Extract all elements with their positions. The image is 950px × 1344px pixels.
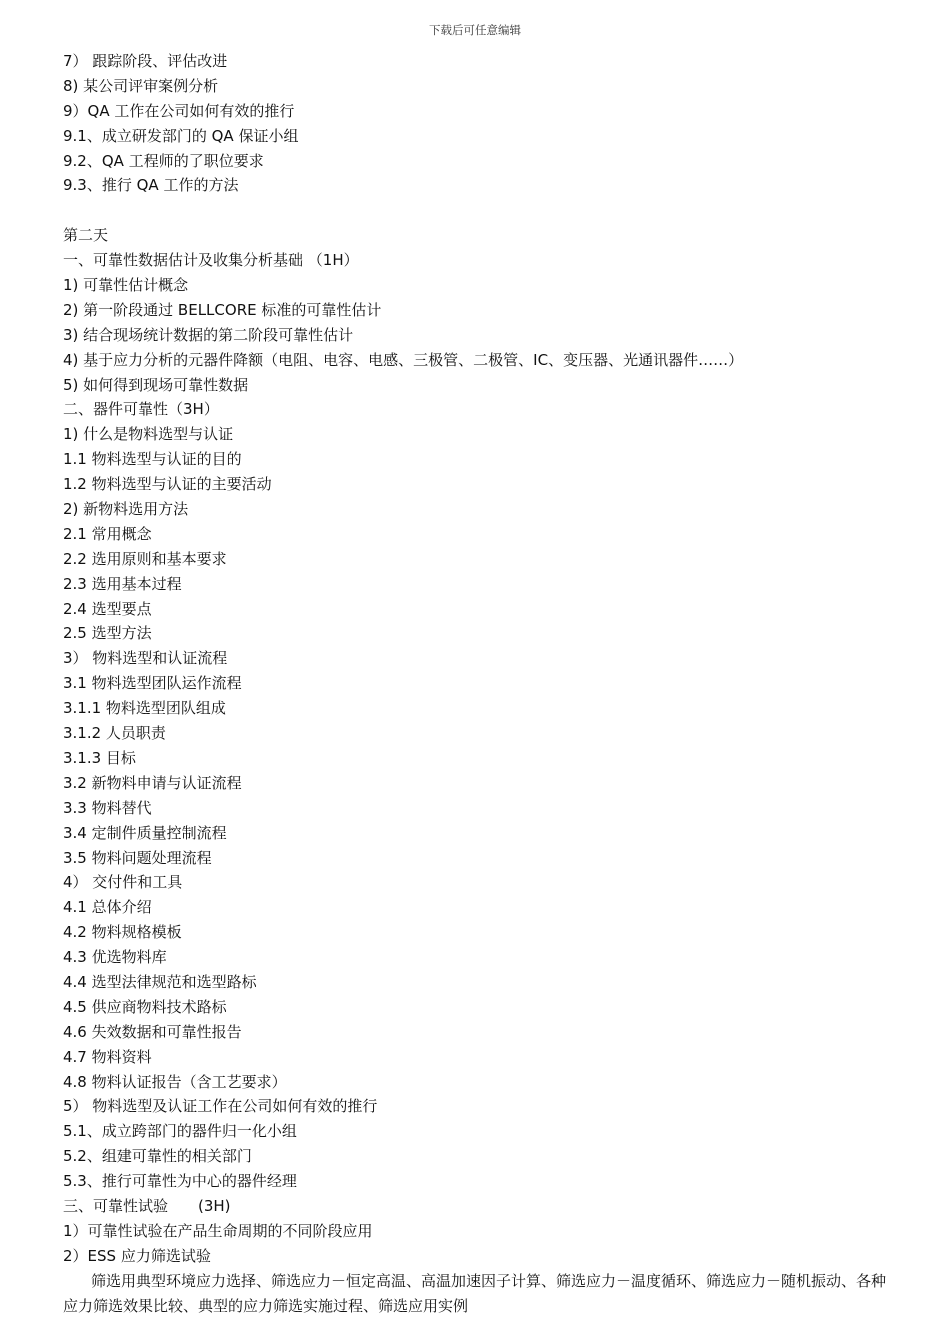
text-line: 1.2 物料选型与认证的主要活动 (63, 475, 272, 494)
text-line: 4.7 物料资料 (63, 1047, 152, 1066)
text-line: 3.1.1 物料选型团队组成 (63, 699, 226, 718)
text-line: 4.1 总体介绍 (63, 898, 152, 917)
text-line: 一、可靠性数据估计及收集分析基础 （1H） (63, 251, 359, 270)
text-line: 1.1 物料选型与认证的目的 (63, 450, 242, 469)
text-line: 1) 什么是物料选型与认证 (63, 425, 234, 444)
text-line: 9）QA 工作在公司如何有效的推行 (63, 101, 295, 120)
text-line: 二、器件可靠性（3H） (63, 400, 219, 419)
document-body (63, 49, 888, 1318)
text-line: 5.2、组建可靠性的相关部门 (63, 1147, 252, 1166)
text-line: 2) 新物料选用方法 (63, 500, 189, 519)
text-line: 3) 结合现场统计数据的第二阶段可靠性估计 (63, 325, 354, 344)
text-line: 4.4 选型法律规范和选型路标 (63, 972, 257, 991)
text-line: 2.2 选用原则和基本要求 (63, 549, 227, 568)
text-line: 9.3、推行 QA 工作的方法 (63, 176, 239, 195)
text-line: 4.3 优选物料库 (63, 948, 167, 967)
text-line: 4.8 物料认证报告（含工艺要求） (63, 1072, 287, 1091)
body-paragraph: 筛选用典型环境应力选择、筛选应力－恒定高温、高温加速因子计算、筛选应力－温度循环、筛选应力－随机振动、各种应力筛选效果比较、典型的应力筛选实施过程、筛选应用实例 (63, 1271, 887, 1315)
text-line: 8) 某公司评审案例分析 (63, 76, 219, 95)
text-line: 2）ESS 应力筛选试验 (63, 1246, 211, 1265)
text-line: 3.3 物料替代 (63, 798, 152, 817)
section-main-lines (63, 223, 888, 1268)
text-line: 3） 物料选型和认证流程 (63, 649, 228, 668)
text-line: 5.1、成立跨部门的器件归一化小组 (63, 1122, 297, 1141)
text-line: 4） 交付件和工具 (63, 873, 183, 892)
text-line: 9.1、成立研发部门的 QA 保证小组 (63, 126, 299, 145)
text-line: 9.2、QA 工程师的了职位要求 (63, 151, 264, 170)
text-line: 2.1 常用概念 (63, 524, 152, 543)
text-line: 2.5 选型方法 (63, 624, 152, 643)
text-line: 5） 物料选型及认证工作在公司如何有效的推行 (63, 1097, 378, 1116)
text-line: 4.6 失效数据和可靠性报告 (63, 1022, 242, 1041)
text-line: 1）可靠性试验在产品生命周期的不同阶段应用 (63, 1221, 373, 1240)
text-line: 3.2 新物料申请与认证流程 (63, 773, 242, 792)
text-line: 7） 跟踪阶段、评估改进 (63, 52, 228, 70)
text-line: 3.1.2 人员职责 (63, 724, 166, 743)
text-line: 第二天 (63, 226, 109, 245)
text-line: 4.2 物料规格模板 (63, 923, 182, 942)
section-top-lines (63, 49, 888, 198)
text-line: 2) 第一阶段通过 BELLCORE 标准的可靠性估计 (63, 300, 382, 319)
text-line: 三、可靠性试验 (3H) (63, 1196, 231, 1215)
text-line: 3.4 定制件质量控制流程 (63, 823, 227, 842)
text-line: 2.4 选型要点 (63, 599, 152, 618)
text-line: 1) 可靠性估计概念 (63, 276, 189, 295)
text-line: 5) 如何得到现场可靠性数据 (63, 375, 249, 394)
text-line: 3.5 物料问题处理流程 (63, 848, 212, 867)
text-line: 5.3、推行可靠性为中心的器件经理 (63, 1172, 297, 1191)
blank-line (63, 198, 888, 223)
text-line: 3.1.3 目标 (63, 748, 136, 767)
text-line: 2.3 选用基本过程 (63, 574, 182, 593)
text-line: 4.5 供应商物料技术路标 (63, 997, 227, 1016)
page-header: 下载后可任意编辑 (429, 23, 521, 37)
text-line: 3.1 物料选型团队运作流程 (63, 674, 242, 693)
text-line: 4) 基于应力分析的元器件降额（电阻、电容、电感、三极管、二极管、IC、变压器、光通讯器件……） (63, 350, 744, 369)
